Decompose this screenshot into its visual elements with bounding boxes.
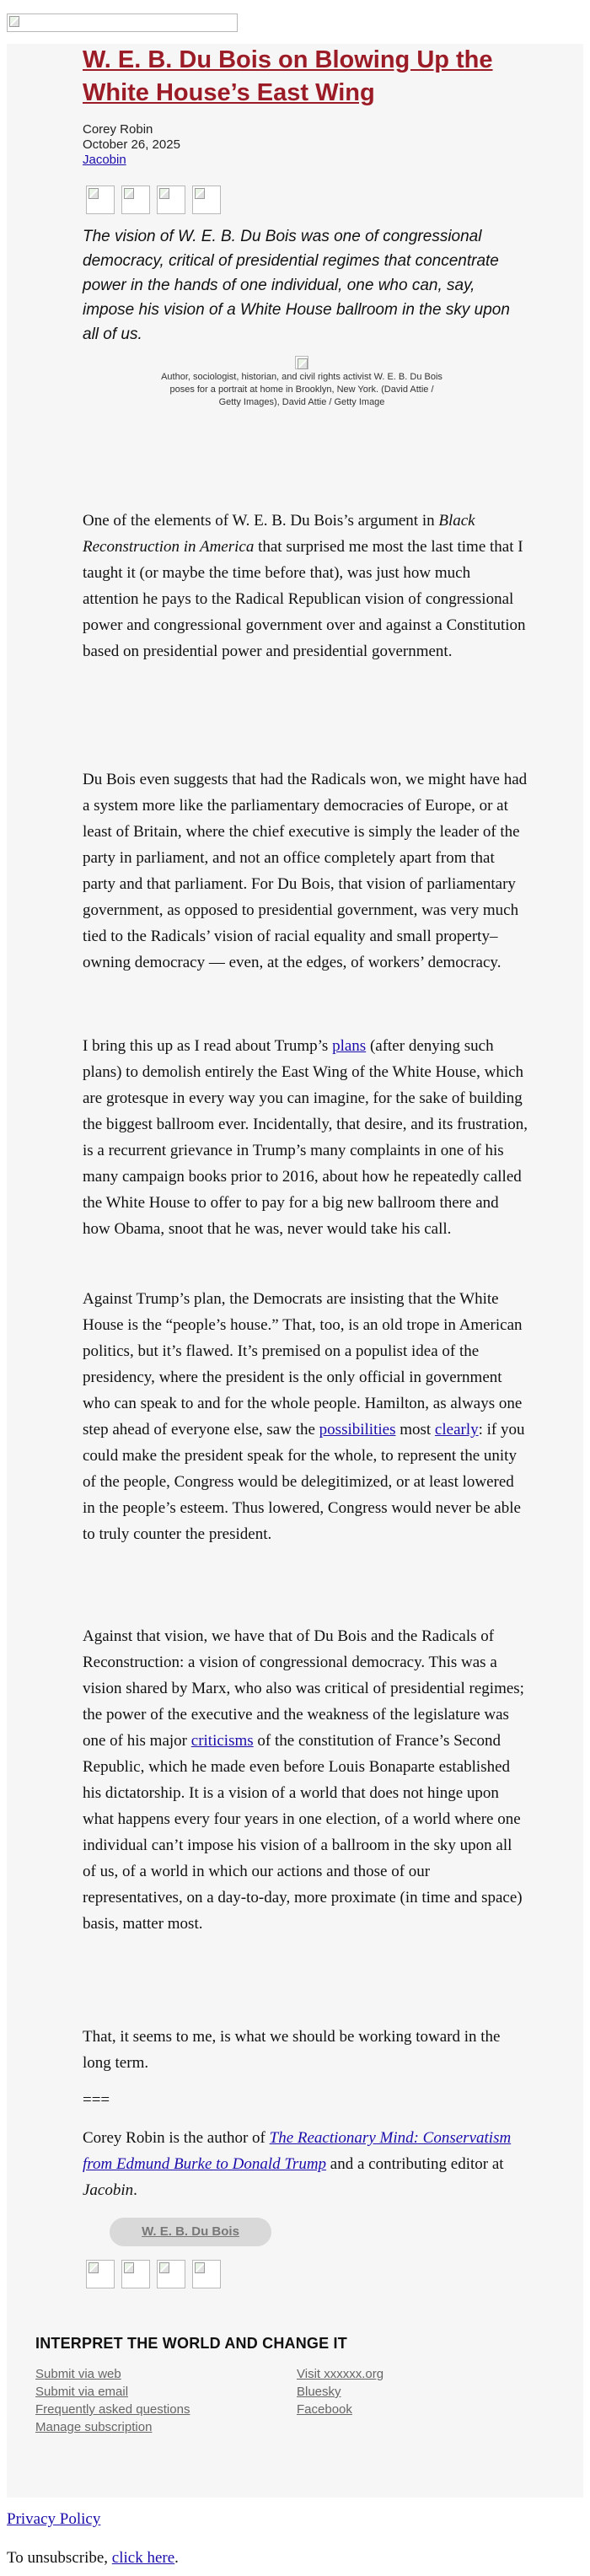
faq-link[interactable]: Frequently asked questions: [35, 2402, 190, 2417]
bio-text-cont: and a contributing editor at: [326, 2155, 504, 2173]
footer-left-links: [35, 2365, 190, 2436]
privacy-line: [7, 2509, 583, 2530]
article-dek: The vision of W. E. B. Du Bois was one of congressional democracy, critical of presidential regimes that concentrate power in the hands of one individual, one who can, say, impose his vision of a White House ballroom in the sky upon all of us.: [83, 228, 510, 343]
book-title: Black Reconstruction in America: [83, 512, 475, 556]
facebook-link[interactable]: Facebook: [297, 2402, 352, 2417]
bio-text: Corey Robin is the author of: [83, 2129, 270, 2147]
unsubscribe-period: .: [174, 2549, 179, 2567]
p3-text: I bring this up as I read about Trump’s: [83, 1037, 333, 1055]
newsletter-card: [7, 44, 583, 2498]
bottom-links: [7, 2509, 583, 2569]
p5-text: Against that vision, we have that of Du Bois and the Radicals of Reconstruction: a vision of congressional democracy. This was a vision shared by Marx, who also was critical of presidential regimes; the power of the executive and the weakness of the legislature was one of his major: [83, 1627, 524, 1750]
share-icon[interactable]: [192, 2260, 221, 2288]
share-icon[interactable]: [157, 186, 185, 214]
visit-site-link[interactable]: Visit xxxxxx.org: [297, 2367, 384, 2381]
article-figure: [158, 356, 445, 409]
possibilities-link[interactable]: possibilities: [319, 1421, 396, 1439]
publish-date: October 26, 2025: [83, 137, 180, 152]
bio-publication: Jacobin: [83, 2181, 134, 2199]
share-icon[interactable]: [86, 2260, 115, 2288]
book-link-title[interactable]: The Reactionary Mind: Conservatism from Edmund Burke to Donald Trump: [83, 2129, 512, 2173]
p4-text-mid: most: [395, 1421, 435, 1439]
submit-email-link[interactable]: Submit via email: [35, 2385, 129, 2399]
p1-text-cont: that surprised me most the last time that I taught it (or maybe the time before that), was just how much attention he pays to the Radical Republican vision of congressional power and congressional government over and against a Constitution based on presidential power and presidential government.: [83, 538, 526, 660]
header-logo-image: [7, 13, 238, 32]
section-separator: ===: [83, 2091, 110, 2109]
share-icon[interactable]: [157, 2260, 185, 2288]
p4-text-cont: : if you could make the president speak for the whole, to represent the unity of the people, Congress would be delegitimized, or at least lowered in the people’s esteem. Thus lowered, Congress would never be able to truly counter the president.: [83, 1421, 525, 1543]
p4-text: Against Trump’s plan, the Democrats are insisting that the White House is the “people’s house.” That, too, is an old trope in American politics, but it’s flawed. It’s premised on a populist idea of the presidency, where the president is the only official in government who can speak to and for the whole people. Hamilton, as always one step ahead of everyone else, saw the: [83, 1290, 523, 1439]
p3-text-cont: (after denying such plans) to demolish entirely the East Wing of the White House, which are grotesque in every way you can imagine, for the sake of building the biggest ballroom ever. Incidentally, that desire, and its frustration, is a recurrent grievance in Trump’s many complaints in one of his many campaign books prior to 2016, about how he repeatedly called the White House to offer to pay for a big new ballroom there and how Obama, snoot that he was, never would take his call.: [83, 1037, 528, 1238]
figure-caption: Author, sociologist, historian, and civil rights activist W. E. B. Du Bois poses for a portrait at home in Brooklyn, New York. (David Attie / Getty Images), David Attie / Getty Image: [161, 372, 442, 407]
plans-link[interactable]: plans: [332, 1037, 367, 1055]
footer-heading: INTERPRET THE WORLD AND CHANGE IT: [35, 2335, 347, 2352]
share-icon[interactable]: [86, 186, 115, 214]
unsubscribe-line: [7, 2547, 583, 2569]
unsubscribe-text: To unsubscribe,: [7, 2549, 112, 2567]
figure-image: [295, 356, 308, 369]
article-title-link[interactable]: W. E. B. Du Bois on Blowing Up the White House’s East Wing: [83, 46, 493, 106]
body-paragraph-3: [83, 1033, 528, 1242]
author-name: Corey Robin: [83, 122, 153, 137]
body-paragraph-6: That, it seems to me, is what we should be working toward in the long term.: [83, 2028, 501, 2072]
footer-right-links: [297, 2365, 384, 2418]
author-bio: [83, 2125, 528, 2203]
share-icons-top: [86, 186, 221, 214]
bluesky-link[interactable]: Bluesky: [297, 2385, 341, 2399]
body-paragraph-4: [83, 1286, 528, 1547]
bio-text-end: .: [133, 2181, 137, 2199]
newsletter-footer: [7, 2333, 583, 2502]
share-icon[interactable]: [192, 186, 221, 214]
p1-text: One of the elements of W. E. B. Du Bois’s argument in: [83, 512, 439, 530]
manage-subscription-link[interactable]: Manage subscription: [35, 2420, 153, 2434]
privacy-policy-link[interactable]: Privacy Policy: [7, 2510, 101, 2528]
share-icon[interactable]: [121, 2260, 150, 2288]
topic-tag-button[interactable]: W. E. B. Du Bois: [110, 2218, 271, 2246]
body-paragraph-1: [83, 508, 528, 664]
clearly-link[interactable]: clearly: [434, 1421, 479, 1439]
share-icons-bottom: [86, 2260, 221, 2288]
share-icon[interactable]: [121, 186, 150, 214]
unsubscribe-link[interactable]: click here: [111, 2549, 175, 2567]
criticisms-link[interactable]: criticisms: [190, 1732, 254, 1750]
submit-web-link[interactable]: Submit via web: [35, 2367, 121, 2381]
p5-text-cont: of the constitution of France’s Second Republic, which he made even before Louis Bonaparte established his dictatorship. It is a vision of a world that does not hinge upon what happens every four years in one election, of a world where one individual can’t impose his vision of a ballroom in the sky upon all of us, of a world in which our actions and those of our representatives, on a day-to-day, more proximate (in time and space) basis, matter most.: [83, 1732, 523, 1933]
body-paragraph-2: Du Bois even suggests that had the Radicals won, we might have had a system more like the parliamentary democracies of Europe, or at least of Britain, where the chief executive is simply the leader of the party in parliament, and not an office completely apart from that party and that parliament. For Du Bois, that vision of parliamentary government, as opposed to presidential government, was very much tied to the Radicals’ vision of racial equality and small property–owning democracy — even, at the edges, of workers’ democracy.: [83, 771, 528, 971]
publication-line: [83, 153, 126, 168]
publication-link[interactable]: Jacobin: [83, 153, 126, 167]
body-paragraph-5: [83, 1623, 528, 1937]
